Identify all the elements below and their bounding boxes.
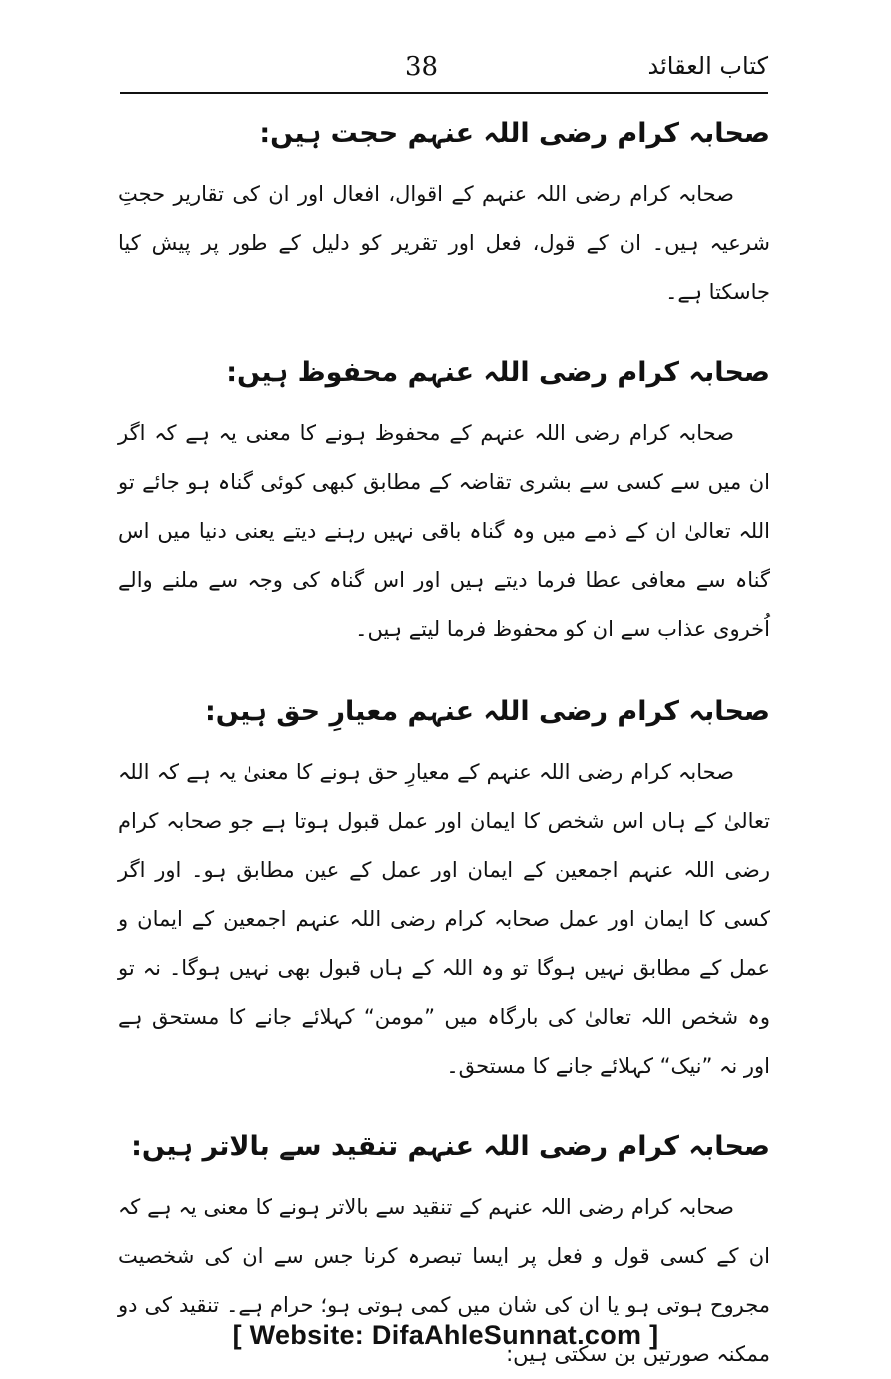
website-footer: [ Website: DifaAhleSunnat.com ] [232,1320,659,1350]
section-paragraph: صحابہ کرام رضی اللہ عنہم کے تنقید سے بالاتر ہونے کا معنی یہ ہے کہ ان کے کسی قول و فعل پر ایسا تبصرہ کرنا جس سے ان کی شخصیت مجروح ہوتی ہو یا ان کی شان میں کمی ہوتی ہو؛ حرام ہے۔ تنقید کی دو ممکنہ صورتیں بن سکتی ہیں: [118,1195,770,1366]
section-paragraph: صحابہ کرام رضی اللہ عنہم کے معیارِ حق ہونے کا معنیٰ یہ ہے کہ اللہ تعالیٰ کے ہاں اس شخص کا ایمان اور عمل قبول ہوتا ہے جو صحابہ کرام رضی اللہ عنہم اجمعین کے ایمان اور عمل کے عین مطابق ہو۔ اور اگر کسی کا ایمان اور عمل صحابہ کرام رضی اللہ عنہم اجمعین کے ایمان و عمل کے مطابق نہیں ہوگا تو وہ اللہ کے ہاں قبول بھی نہیں ہوگا۔ نہ تو وہ شخص اللہ تعالیٰ کی بارگاہ میں ”مومن“ کہلائے جانے کا مستحق ہے اور نہ ”نیک“ کہلائے جانے کا مستحق۔ [118,760,770,1078]
section-heading: صحابہ کرام رضی اللہ عنہم تنقید سے بالاتر ہیں: [131,1131,770,1162]
section-heading: صحابہ کرام رضی اللہ عنہم معیارِ حق ہیں: [204,696,770,727]
section-heading: صحابہ کرام رضی اللہ عنہم محفوظ ہیں: [226,357,770,388]
page-content [118,108,770,1379]
header-divider [120,92,768,94]
section-sahaba-hujjat [118,112,770,317]
section-heading: صحابہ کرام رضی اللہ عنہم حجت ہیں: [259,118,770,149]
section-paragraph: صحابہ کرام رضی اللہ عنہم کے محفوظ ہونے کا معنی یہ ہے کہ اگر ان میں سے کسی سے بشری تقاضہ کے مطابق کبھی کوئی گناہ ہو جائے تو اللہ تعالیٰ ان کے ذمے میں وہ گناہ باقی نہیں رہنے دیتے یعنی دنیا میں اس گناہ سے معافی عطا فرما دیتے ہیں اور اس گناہ کی وجہ سے ملنے والے اُخروی عذاب سے ان کو محفوظ فرما لیتے ہیں۔ [118,421,770,641]
section-paragraph: صحابہ کرام رضی اللہ عنہم کے اقوال، افعال اور ان کی تقاریر حجتِ شرعیہ ہیں۔ ان کے قول، فعل اور تقریر کو دلیل کے طور پر پیش کیا جاسکتا ہے۔ [118,182,770,304]
section-sahaba-miyar-e-haq [118,690,770,1091]
page-number: 38 [405,52,439,82]
page-header [120,48,768,92]
section-sahaba-mahfooz [118,351,770,654]
book-title: کتاب العقائد [647,52,768,80]
